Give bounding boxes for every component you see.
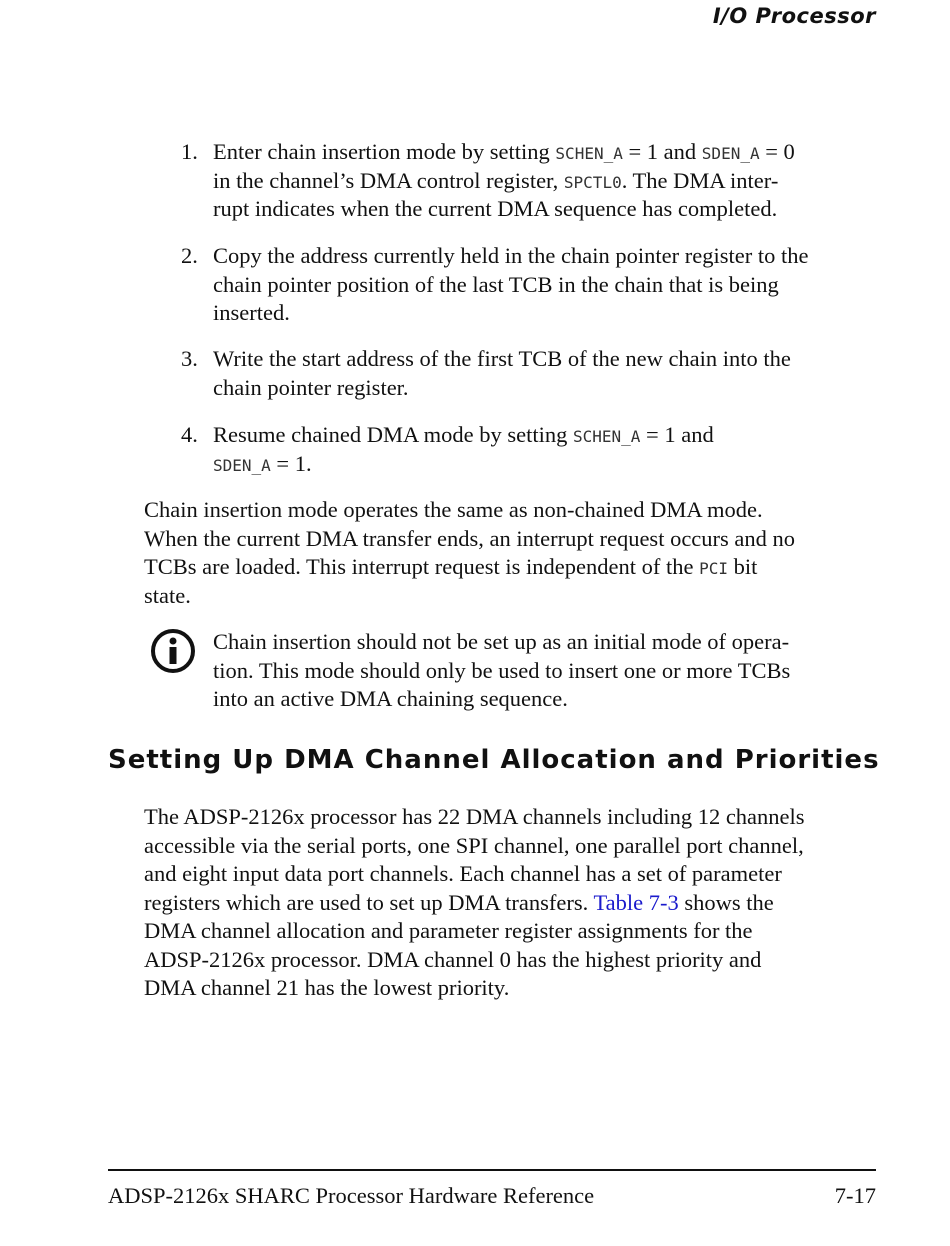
text-span: DMA channel allocation and parameter register assignments for the (144, 918, 753, 943)
footer-rule (108, 1169, 876, 1171)
text-span: registers which are used to set up DMA transfers. (144, 889, 594, 915)
text-span: state. (144, 582, 191, 608)
text-span: into an active DMA chaining sequence. (213, 686, 568, 711)
list-item-line (213, 299, 290, 327)
text-span: shows the (678, 889, 774, 915)
paragraph-line (144, 889, 774, 917)
text-span: in the channel’s DMA control register, (213, 167, 564, 193)
text-span: chain pointer position of the last TCB in the chain that is being (213, 271, 779, 297)
register-name: PCI (699, 559, 728, 578)
note-line (213, 657, 790, 685)
register-name: SDEN_A (213, 455, 271, 475)
section-heading: Setting Up DMA Channel Allocation and Priorities (108, 745, 880, 775)
text-span: ADSP-2126x processor. DMA channel 0 has the highest priority and (144, 946, 762, 972)
paragraph-line (144, 525, 795, 553)
list-item-line (213, 421, 714, 451)
paragraph-line (144, 582, 191, 610)
register-name: SCHEN_A (555, 144, 623, 163)
register-name: SDEN_A (701, 144, 760, 163)
text-span: When the current DMA transfer ends, an interrupt request occurs and no (144, 525, 796, 551)
text-span: Write the start address of the first TCB of the new chain into the (213, 346, 791, 371)
text-span: accessible via the serial ports, one SPI channel, one parallel port channel, (144, 832, 804, 858)
paragraph-line (144, 946, 761, 974)
register-name: SCHEN_A (572, 427, 641, 446)
list-number: 3. (181, 346, 198, 371)
paragraph-line (144, 974, 509, 1002)
paragraph-line (144, 860, 782, 888)
list-item-line (213, 271, 779, 299)
text-span: tion. This mode should only be used to insert one or more TCBs (213, 657, 791, 683)
list-number: 1. (181, 139, 198, 164)
page-number: 7-17 (834, 1183, 876, 1208)
note-line (213, 628, 789, 656)
text-span: The ADSP-2126x processor has 22 DMA channels including 12 channels (144, 804, 805, 829)
text-span: Resume chained DMA mode by setting (213, 422, 573, 447)
paragraph-line (144, 832, 804, 860)
list-item-line (213, 345, 791, 373)
list-item-line (213, 242, 808, 270)
text-span: chain pointer register. (213, 374, 409, 400)
text-span: . The DMA inter- (621, 167, 779, 193)
list-number: 2. (181, 243, 198, 268)
text-span: = 1 and (622, 139, 702, 164)
text-span: TCBs are loaded. This interrupt request is independent of the (144, 554, 700, 579)
register-name: SPCTL0 (563, 172, 622, 192)
text-span: = 1. (270, 450, 312, 476)
text-span: inserted. (213, 300, 290, 325)
text-span: and eight input data port channels. Each channel has a set of parameter (144, 861, 782, 886)
table-link[interactable]: Table 7-3 (593, 889, 679, 915)
text-span: Chain insertion should not be set up as an initial mode of opera- (213, 629, 790, 654)
text-span: = 1 and (640, 422, 714, 447)
text-span: DMA channel 21 has the lowest priority. (144, 975, 510, 1000)
text-span: Enter chain insertion mode by setting (213, 139, 556, 164)
list-item-line (213, 450, 312, 480)
list-number: 4. (181, 422, 198, 447)
list-item-line (213, 167, 778, 197)
text-span: = 0 (759, 139, 795, 164)
footer-title: ADSP-2126x SHARC Processor Hardware Reference (108, 1183, 595, 1208)
paragraph-line (144, 553, 757, 583)
paragraph-line (144, 917, 753, 945)
text-span: Copy the address currently held in the chain pointer register to the (213, 243, 809, 268)
note-line (213, 685, 568, 713)
paragraph-line (144, 803, 805, 831)
list-item-line (213, 195, 777, 223)
info-icon (150, 628, 196, 674)
paragraph-line (144, 496, 763, 524)
text-span: rupt indicates when the current DMA sequence has completed. (213, 196, 778, 221)
running-header: I/O Processor (712, 4, 876, 28)
text-span: Chain insertion mode operates the same as non-chained DMA mode. (144, 497, 763, 522)
list-item-line (213, 374, 409, 402)
list-item-line (213, 138, 795, 168)
text-span: bit (727, 554, 758, 579)
